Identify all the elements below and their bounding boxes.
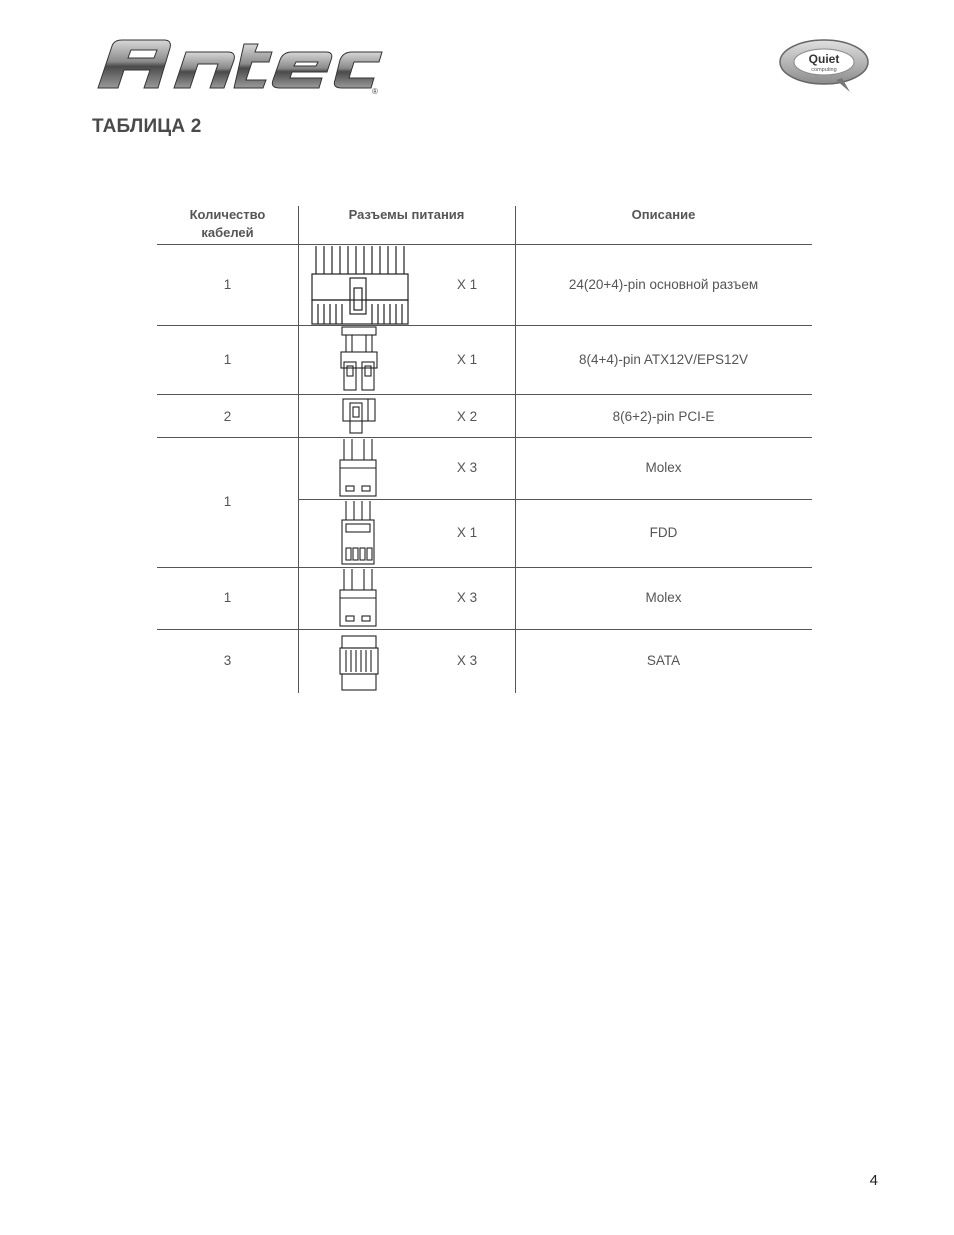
cable-count: 1 bbox=[223, 590, 232, 605]
connector-description: Molex bbox=[645, 590, 682, 605]
connector-description: 8(4+4)-pin ATX12V/EPS12V bbox=[579, 352, 748, 367]
cable-count: 2 bbox=[223, 409, 232, 424]
header-connectors: Разъемы питания bbox=[348, 207, 465, 222]
header-cable-count bbox=[157, 206, 298, 242]
row-divider bbox=[157, 325, 812, 326]
connector-qty: X 1 bbox=[456, 352, 478, 367]
connector-qty: X 1 bbox=[456, 277, 478, 292]
badge-top-text: Quiet bbox=[808, 52, 840, 66]
row-divider bbox=[157, 394, 812, 395]
pcie-connector-icon bbox=[340, 395, 378, 437]
row-divider bbox=[157, 567, 812, 568]
header-description: Описание bbox=[631, 207, 696, 222]
row-divider bbox=[157, 437, 812, 438]
sata-connector-icon bbox=[338, 630, 380, 692]
svg-text:®: ® bbox=[372, 87, 378, 96]
row-divider bbox=[157, 629, 812, 630]
connector-qty: X 1 bbox=[456, 525, 478, 540]
connector-qty: X 3 bbox=[456, 653, 478, 668]
connector-description: FDD bbox=[649, 525, 678, 540]
connector-qty: X 3 bbox=[456, 460, 478, 475]
connector-qty: X 3 bbox=[456, 590, 478, 605]
connector-table bbox=[157, 206, 812, 693]
cable-count: 3 bbox=[223, 653, 232, 668]
fdd-connector-icon bbox=[338, 500, 378, 566]
page-number: 4 bbox=[869, 1172, 878, 1189]
connector-description: 8(6+2)-pin PCI-E bbox=[612, 409, 715, 424]
atx24-connector-icon bbox=[310, 244, 410, 325]
molex-connector-icon bbox=[338, 438, 378, 498]
cable-count: 1 bbox=[223, 352, 232, 367]
connector-description: 24(20+4)-pin основной разъем bbox=[568, 277, 759, 292]
quiet-computing-badge bbox=[776, 36, 872, 94]
col-divider-1 bbox=[298, 206, 299, 693]
antec-logo bbox=[94, 36, 384, 96]
section-title: ТАБЛИЦА 2 bbox=[92, 116, 202, 137]
row-divider bbox=[157, 244, 812, 245]
molex-connector-icon bbox=[338, 568, 378, 628]
cable-count: 1 bbox=[223, 277, 232, 292]
connector-description: Molex bbox=[645, 460, 682, 475]
connector-description: SATA bbox=[646, 653, 681, 668]
badge-bottom-text: computing bbox=[811, 67, 837, 73]
header-cable-count-line2: кабелей bbox=[201, 225, 254, 240]
eps8-connector-icon bbox=[338, 326, 380, 394]
header-cable-count-line1: Количество bbox=[189, 207, 266, 222]
cable-count: 1 bbox=[223, 494, 232, 509]
connector-qty: X 2 bbox=[456, 409, 478, 424]
